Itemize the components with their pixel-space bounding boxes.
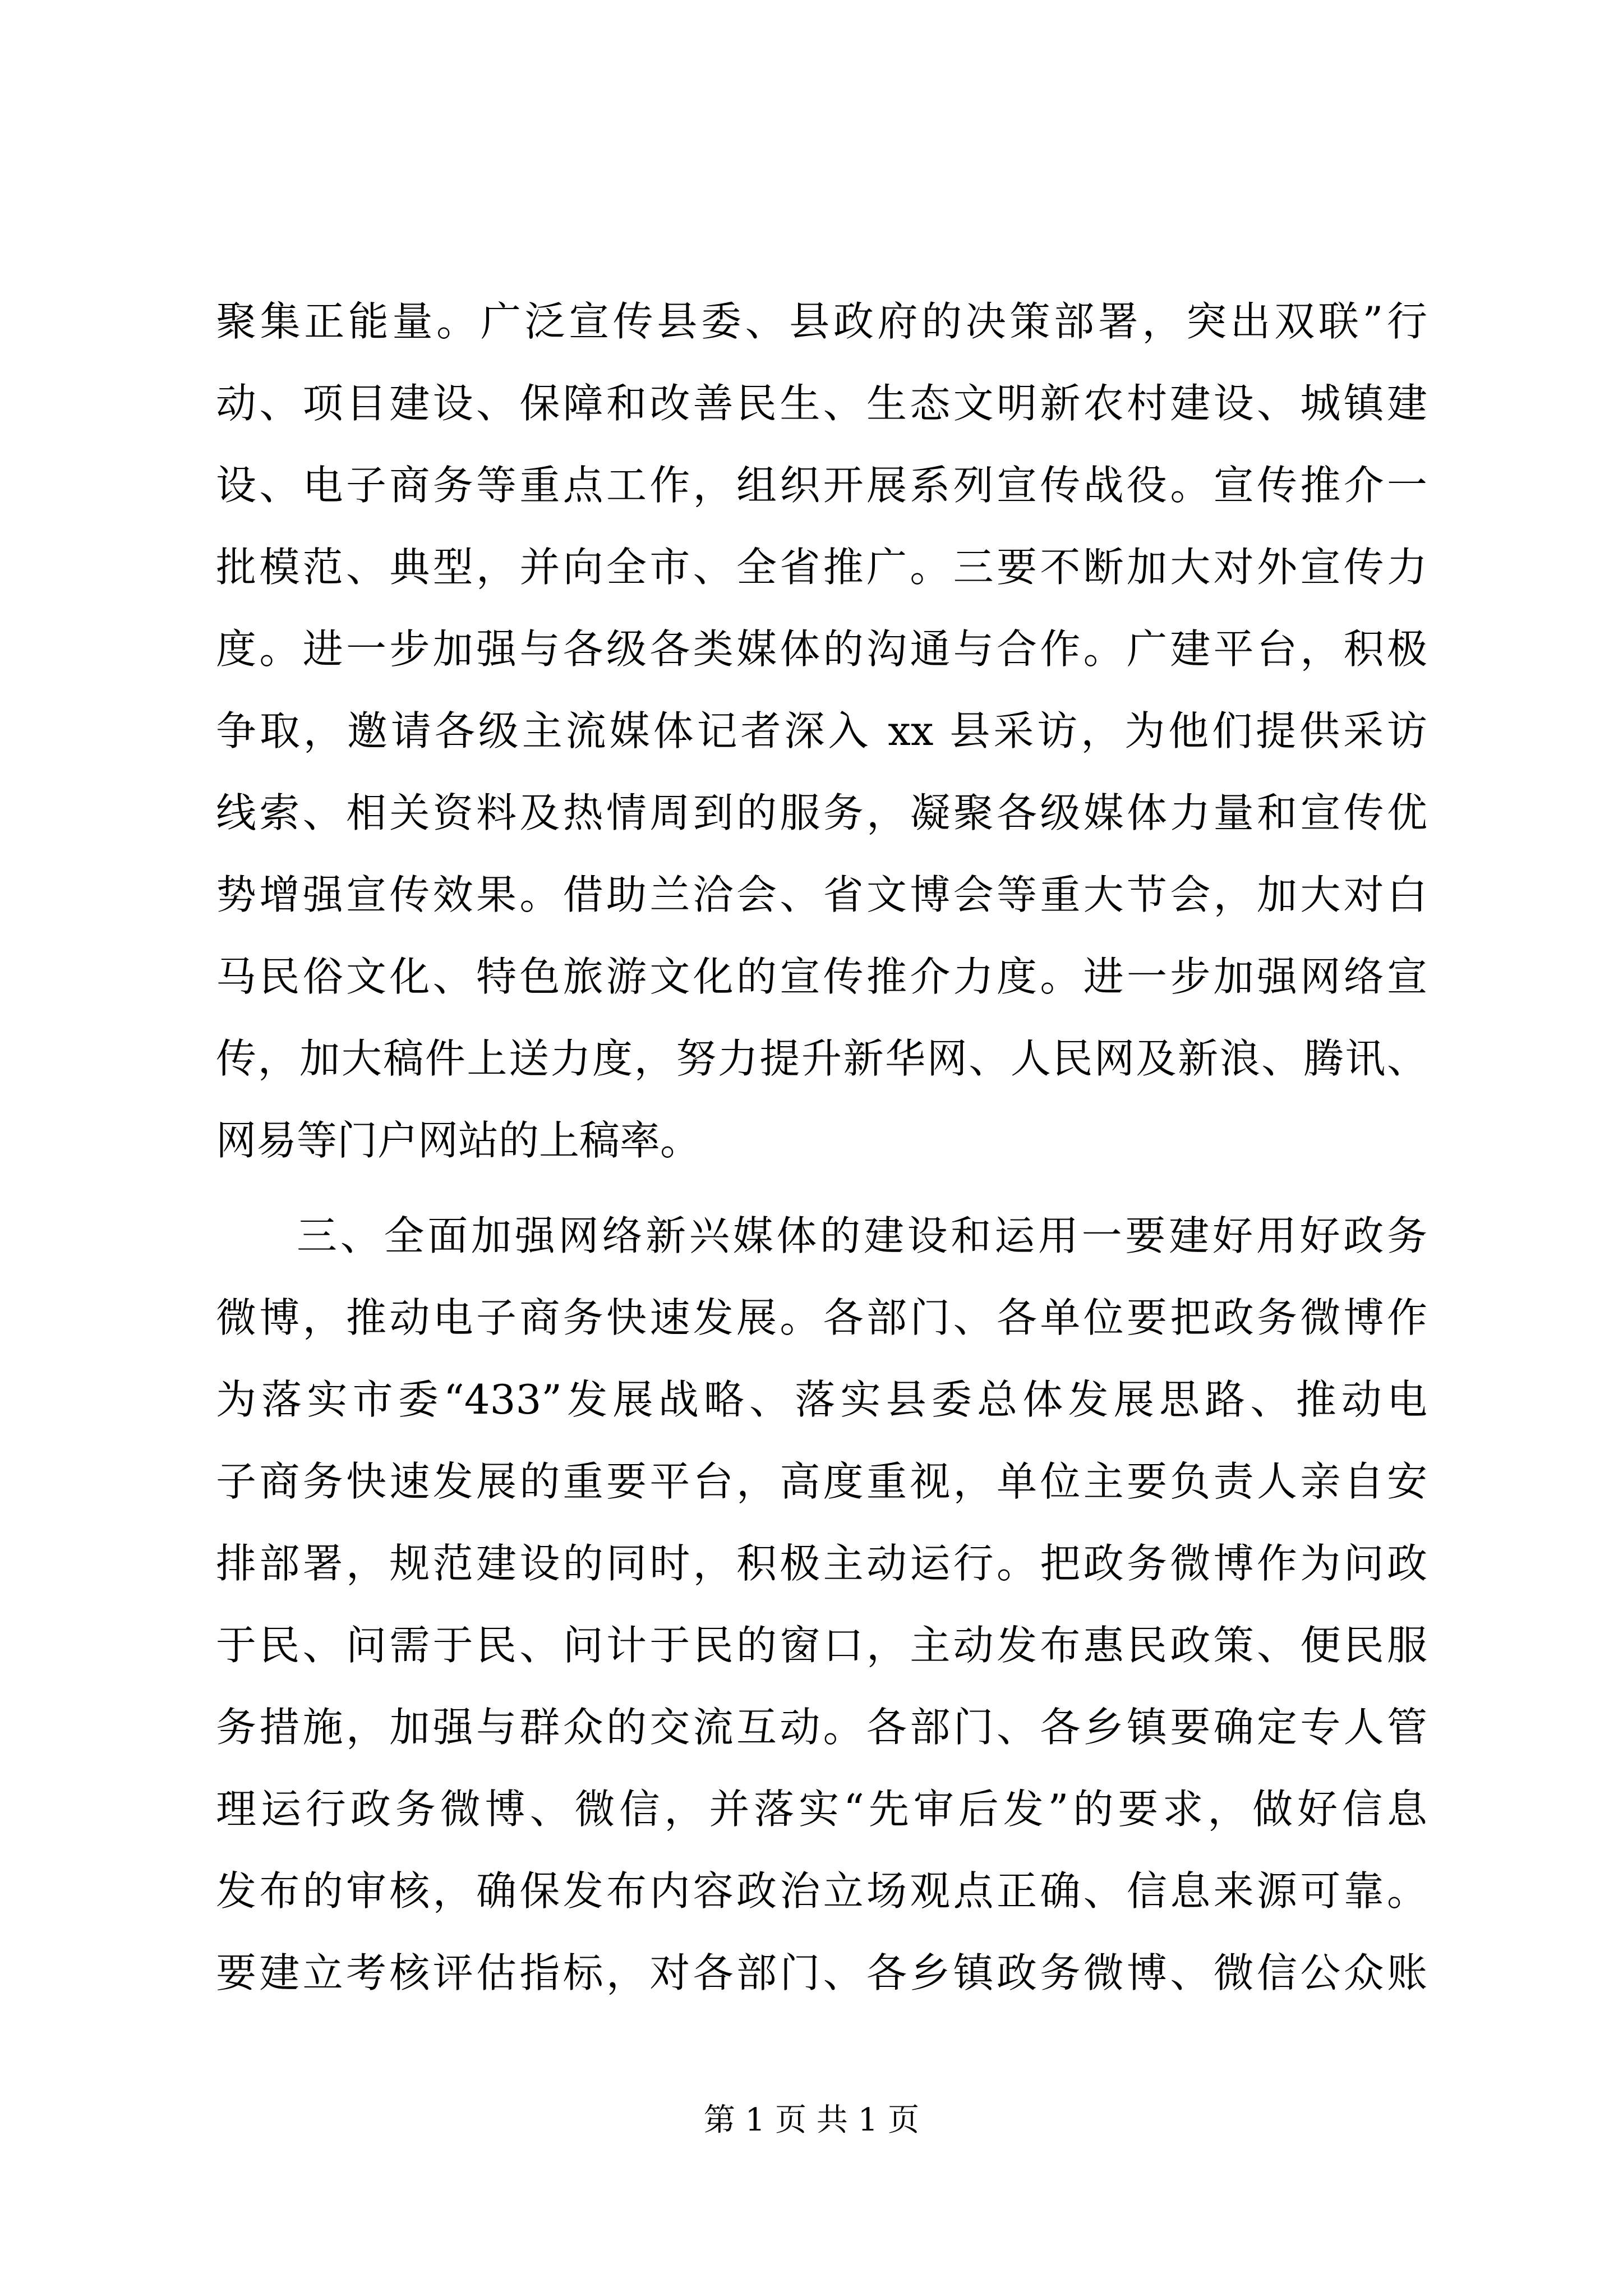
text-line: 动、项目建设、保障和改善民生、生态文明新农村建设、城镇建 (216, 380, 1427, 427)
text-line: 势增强宣传效果。借助兰洽会、省文博会等重大节会，加大对白 (216, 871, 1427, 918)
text-line: 务措施，加强与群众的交流互动。各部门、各乡镇要确定专人管 (216, 1704, 1427, 1751)
body-text (216, 280, 1427, 2014)
paragraph-1 (216, 280, 1427, 1181)
text-line: 排部署，规范建设的同时，积极主动运行。把政务微博作为问政 (216, 1540, 1427, 1587)
text-line: 设、电子商务等重点工作，组织开展系列宣传战役。宣传推介一 (216, 462, 1427, 509)
text-line: 争取，邀请各级主流媒体记者深入 xx 县采访，为他们提供采访 (216, 707, 1427, 754)
text-line: 为落实市委“433”发展战略、落实县委总体发展思路、推动电 (216, 1376, 1427, 1423)
text-line: 传，加大稿件上送力度，努力提升新华网、人民网及新浪、腾讯、 (216, 1035, 1427, 1082)
text-line: 于民、问需于民、问计于民的窗口，主动发布惠民政策、便民服 (216, 1622, 1427, 1669)
text-line: 发布的审核，确保发布内容政治立场观点正确、信息来源可靠。 (216, 1867, 1427, 1915)
text-line: 批模范、典型，并向全市、全省推广。三要不断加大对外宣传力 (216, 544, 1427, 591)
paragraph-gap (216, 1181, 1427, 1195)
text-line: 马民俗文化、特色旅游文化的宣传推介力度。进一步加强网络宣 (216, 953, 1427, 1000)
text-line: 理运行政务微博、微信，并落实“先审后发”的要求，做好信息 (216, 1786, 1427, 1833)
text-line: 子商务快速发展的重要平台，高度重视，单位主要负责人亲自安 (216, 1458, 1427, 1505)
text-line: 度。进一步加强与各级各类媒体的沟通与合作。广建平台，积极 (216, 625, 1427, 673)
text-line: 三、全面加强网络新兴媒体的建设和运用一要建好用好政务 (297, 1212, 1427, 1259)
text-line: 微博，推动电子商务快速发展。各部门、各单位要把政务微博作 (216, 1294, 1427, 1341)
page-number-footer: 第 1 页 共 1 页 (703, 2102, 920, 2138)
text-line: 要建立考核评估指标，对各部门、各乡镇政务微博、微信公众账 (216, 1949, 1427, 1996)
text-line: 聚集正能量。广泛宣传县委、县政府的决策部署，突出双联”行 (216, 298, 1427, 345)
text-line: 线索、相关资料及热情周到的服务，凝聚各级媒体力量和宣传优 (216, 789, 1427, 836)
paragraph-2 (216, 1195, 1427, 2014)
text-line: 网易等门户网站的上稿率。 (216, 1117, 701, 1164)
